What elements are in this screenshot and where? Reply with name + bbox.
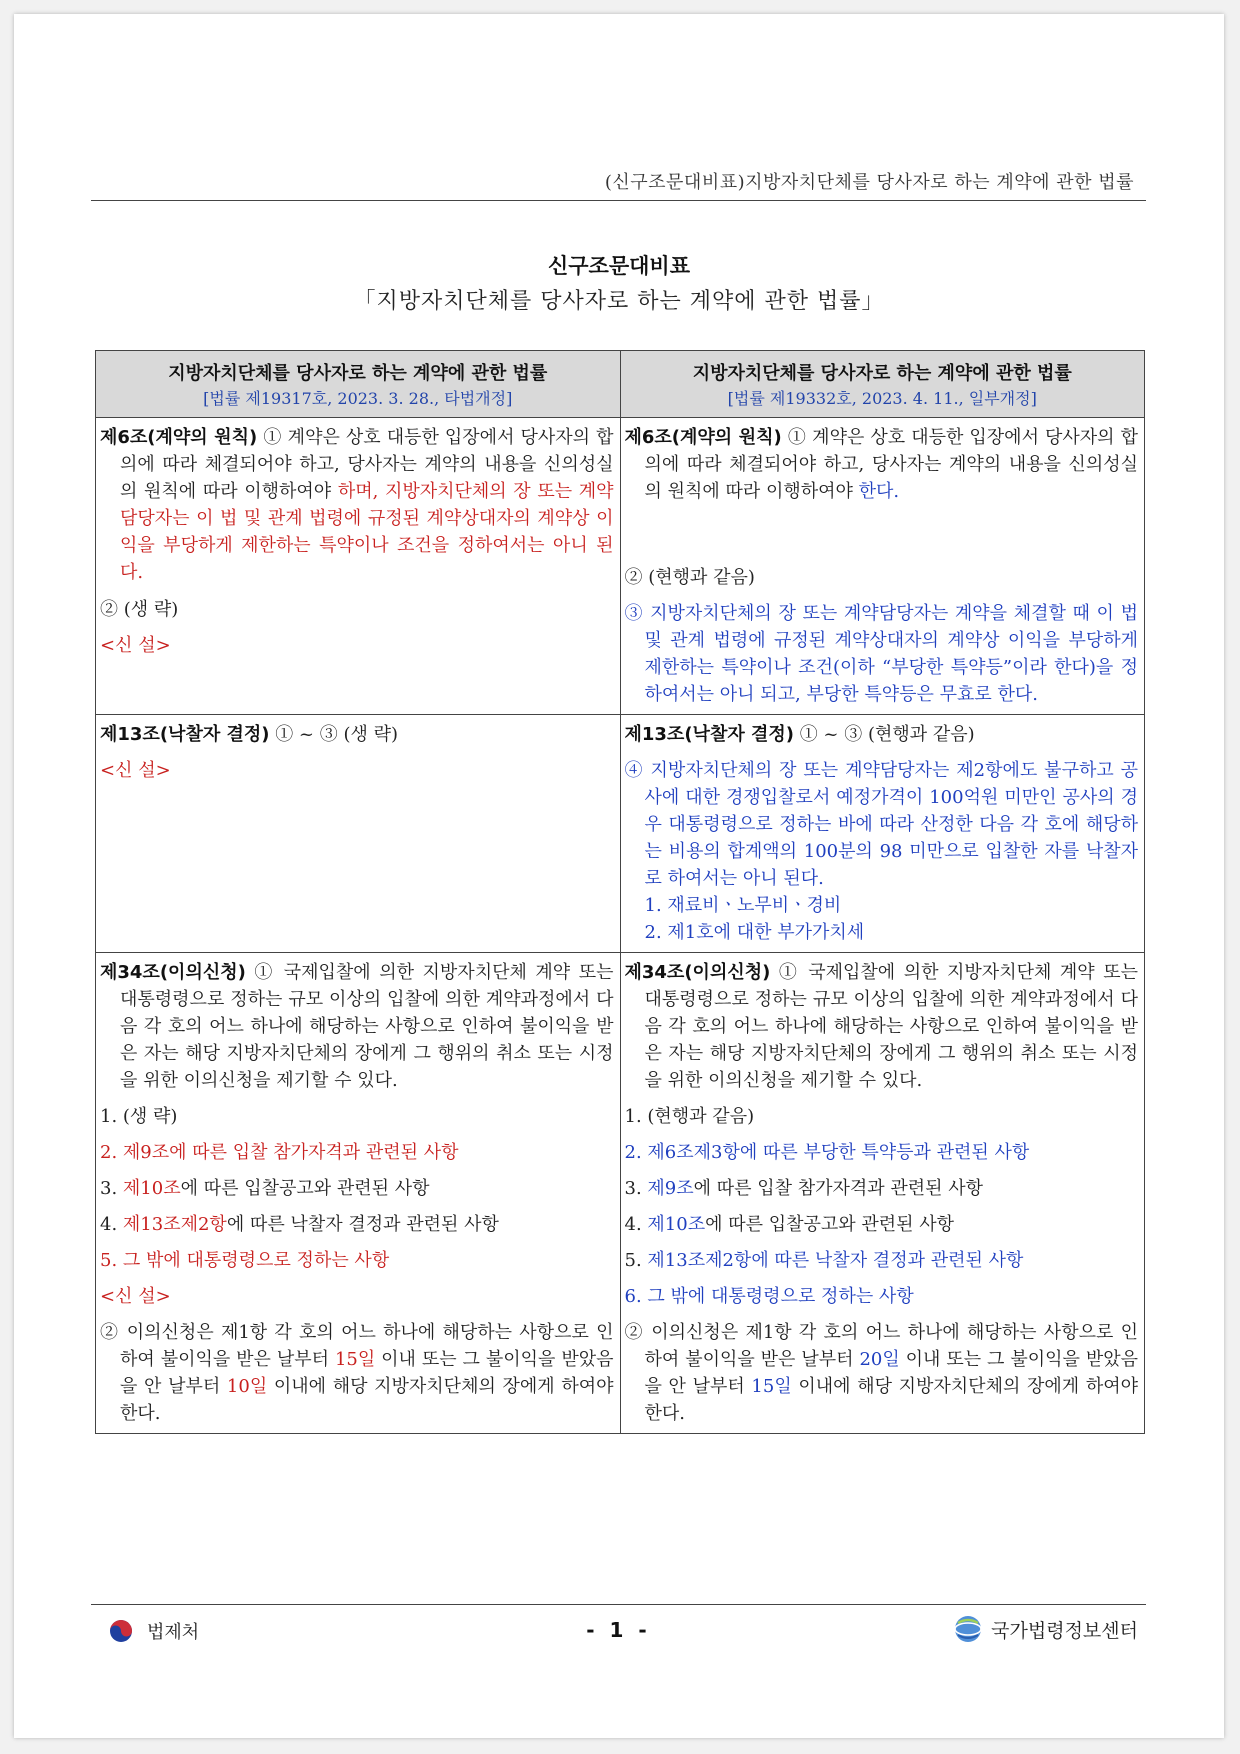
- header-divider: [91, 200, 1146, 201]
- new-art34-para1: 제34조(이의신청) ① 국제입찰에 의한 지방자치단체 계약 또는 대통령령으로 정하는 규모 이상의 입찰에 의한 계약과정에서 다음 각 호의 어느 하나에 해당하는 사항으로 인하여 불이익을 받은 자는 해당 지방자치단체의 장에게 그 행위의 취소 또는 시정을 위한 이의신청을 제기할 수 있다.: [624, 962, 1138, 1091]
- new-art13-para4: ④ 지방자치단체의 장 또는 계약담당자는 제2항에도 불구하고 공사에 대한 경쟁입찰로서 예정가격이 100억원 미만인 공사의 경우 대통령령으로 정하는 바에 따라 산정한 다음 각 호에 해당하는 비용의 합계액의 100분의 98 미만으로 입찰한 자를 낙찰자로 하여서는 아니 된다.: [624, 760, 1138, 889]
- new-law-header: [620, 351, 1145, 418]
- new-art6-para1: 제6조(계약의 원칙) ① 계약은 상호 대등한 입장에서 당사자의 합의에 따라 체결되어야 하고, 당사자는 계약의 내용을 신의성실의 원칙에 따라 이행하여야 한다.: [624, 427, 1138, 502]
- footer-left-text: 법제처: [147, 1622, 200, 1643]
- old-law-header: [96, 351, 621, 418]
- new-art34-item3: 3. 제9조에 따른 입찰 참가자격과 관련된 사항: [624, 1178, 984, 1199]
- running-head: (신구조문대비표)지방자치단체를 당사자로 하는 계약에 관한 법률: [604, 172, 1134, 193]
- new-art34-item2: 2. 제6조제3항에 따른 부당한 특약등과 관련된 사항: [624, 1142, 1030, 1163]
- old-article-13: [96, 715, 621, 953]
- old-art13-new-marker: <신 설>: [100, 760, 171, 781]
- old-art34-item1: 1. (생 략): [100, 1106, 178, 1127]
- comparison-table: [95, 350, 1145, 1434]
- old-art6-para2: ② (생 략): [100, 599, 179, 620]
- new-law-title: 지방자치단체를 당사자로 하는 계약에 관한 법률: [692, 363, 1072, 384]
- new-art13-para1: 제13조(낙찰자 결정) ① ~ ③ (현행과 같음): [624, 724, 975, 745]
- document-subtitle: 「지방자치단체를 당사자로 하는 계약에 관한 법률」: [353, 289, 885, 314]
- new-article-6: [620, 418, 1145, 715]
- old-article-34: [96, 953, 621, 1434]
- new-article-13: [620, 715, 1145, 953]
- new-art6-para2: ② (현행과 같음): [624, 567, 755, 588]
- new-art13-item2: 2. 제1호에 대한 부가가치세: [644, 922, 865, 943]
- old-art6-new-marker: <신 설>: [100, 635, 171, 656]
- new-art34-item5: 5. 제13조제2항에 따른 낙찰자 결정과 관련된 사항: [624, 1250, 1024, 1271]
- new-art13-item1: 1. 재료비ㆍ노무비ㆍ경비: [644, 895, 842, 916]
- table-row-article-6: [96, 418, 1145, 715]
- new-art34-item4: 4. 제10조에 따른 입찰공고와 관련된 사항: [624, 1214, 955, 1235]
- new-art34-item1: 1. (현행과 같음): [624, 1106, 755, 1127]
- law-info-center-logo-icon: [953, 1614, 983, 1644]
- old-law-citation: [법률 제19317호, 2023. 3. 28., 타법개정]: [203, 389, 513, 408]
- old-art34-item2: 2. 제9조에 따른 입찰 참가자격과 관련된 사항: [100, 1142, 459, 1163]
- footer-divider: [91, 1604, 1146, 1605]
- page-footer: [91, 1618, 1146, 1658]
- old-article-6: [96, 418, 621, 715]
- new-art6-para3: ③ 지방자치단체의 장 또는 계약담당자는 계약을 체결할 때 이 법 및 관계 법령에 규정된 계약상대자의 계약상 이익을 부당하게 제한하는 특약이나 조건(이하 “부당한 특약등”이라 한다)을 정하여서는 아니 되고, 부당한 특약등은 무효로 한다.: [624, 603, 1138, 705]
- new-art34-para2: ② 이의신청은 제1항 각 호의 어느 하나에 해당하는 사항으로 인하여 불이익을 받은 날부터 20일 이내 또는 그 불이익을 받았음을 안 날부터 15일 이내에 해당 지방자치단체의 장에게 하여야 한다.: [624, 1322, 1139, 1424]
- new-art34-item6: 6. 그 밖에 대통령령으로 정하는 사항: [624, 1286, 914, 1307]
- old-art13-para1: 제13조(낙찰자 결정) ① ~ ③ (생 략): [100, 724, 398, 745]
- page-number: - 1 -: [586, 1618, 651, 1642]
- old-art34-new-marker: <신 설>: [100, 1286, 171, 1307]
- old-art34-item3: 3. 제10조에 따른 입찰공고와 관련된 사항: [100, 1178, 430, 1199]
- old-art34-item4: 4. 제13조제2항에 따른 낙찰자 결정과 관련된 사항: [100, 1214, 499, 1235]
- footer-center-name: [953, 1614, 1138, 1644]
- document-title: 신구조문대비표: [547, 254, 690, 278]
- old-art34-para2: ② 이의신청은 제1항 각 호의 어느 하나에 해당하는 사항으로 인하여 불이익을 받은 날부터 15일 이내 또는 그 불이익을 받았음을 안 날부터 10일 이내에 해당 지방자치단체의 장에게 하여야 한다.: [100, 1322, 614, 1424]
- new-article-34: [620, 953, 1145, 1434]
- table-header-row: [96, 351, 1145, 418]
- new-law-citation: [법률 제19332호, 2023. 4. 11., 일부개정]: [727, 389, 1037, 408]
- footer-right-text: 국가법령정보센터: [991, 1619, 1138, 1642]
- table-row-article-34: [96, 953, 1145, 1434]
- old-art34-para1: 제34조(이의신청) ① 국제입찰에 의한 지방자치단체 계약 또는 대통령령으로 정하는 규모 이상의 입찰에 의한 계약과정에서 다음 각 호의 어느 하나에 해당하는 사항으로 인하여 불이익을 받은 자는 해당 지방자치단체의 장에게 그 행위의 취소 또는 시정을 위한 이의신청을 제기할 수 있다.: [100, 962, 614, 1091]
- table-row-article-13: [96, 715, 1145, 953]
- document-page: [14, 14, 1224, 1738]
- old-art34-item5: 5. 그 밖에 대통령령으로 정하는 사항: [100, 1250, 390, 1271]
- old-art6-para1: 제6조(계약의 원칙) ① 계약은 상호 대등한 입장에서 당사자의 합의에 따라 체결되어야 하고, 당사자는 계약의 내용을 신의성실의 원칙에 따라 이행하여야 하며, 지방자치단체의 장 또는 계약담당자는 이 법 및 관계 법령에 규정된 계약상대자의 계약상 이익을 부당하게 제한하는 특약이나 조건을 정하여서는 아니 된다.: [100, 427, 614, 583]
- old-law-title: 지방자치단체를 당사자로 하는 계약에 관한 법률: [168, 363, 548, 384]
